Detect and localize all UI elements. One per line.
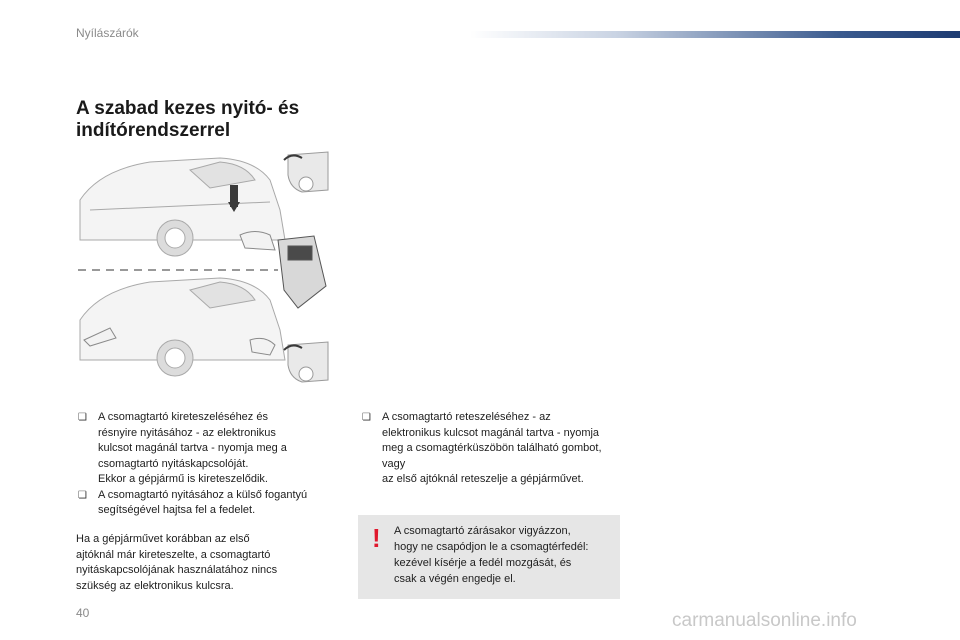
bullet-1-line-4: csomagtartó nyitáskapcsolóját. [98,457,249,470]
note-paragraph [76,532,346,594]
bullet-3-line-1: A csomagtartó reteszeléséhez - az [382,411,551,423]
warning-exclamation-icon: ! [372,523,381,553]
warning-line-1: A csomagtartó zárásakor vigyázzon, [394,525,571,537]
bullet-3-line-4: vagy [382,457,406,470]
bullet-1-line-5: Ekkor a gépjármű is kireteszelődik. [98,473,268,485]
car-illustration [70,140,340,400]
square-bullet-icon: ❏ [78,412,87,423]
warning-box [358,515,620,599]
square-bullet-icon: ❏ [362,412,371,423]
bullet-item-2 [78,488,348,519]
warning-line-4: csak a végén engedje el. [394,573,516,585]
header-gradient-bar [470,31,960,38]
bullet-1-line-3: kulcsot magánál tartva - nyomja meg a [98,442,287,454]
bullet-1-line-1: A csomagtartó kireteszeléséhez és [98,411,268,423]
bullet-item-1 [78,410,348,488]
warning-text [394,523,616,587]
title-line-2: indítórendszerrel [76,120,231,141]
bullet-3-line-5: az első ajtóknál reteszelje a gépjárművet. [382,473,584,485]
note-line-2: ajtóknál már kireteszelte, a csomagtartó [76,548,271,561]
car-side-top-right [288,152,328,192]
warning-line-2: hogy ne csapódjon le a csomagtérfedél: [394,541,589,553]
bullet-item-3 [362,410,630,488]
right-bullet-list [362,410,630,488]
note-line-3: nyitáskapcsolójának használatához nincs [76,564,278,576]
key-fob-icon [278,236,326,308]
bullet-2-line-2: segítségével hajtsa fel a fedelet. [98,504,256,516]
car-side-bottom-right [288,342,328,382]
car-bottom-drawing [80,278,285,376]
bullet-3-line-2: elektronikus kulcsot magánál tartva - nyomja [382,426,600,439]
square-bullet-icon: ❏ [78,489,87,501]
page-title [76,98,376,142]
watermark: carmanualsonline.info [672,610,857,631]
bullet-1-line-2: résnyire nyitásához - az elektronikus [98,426,276,439]
bullet-3-line-3: meg a csomagtérküszöbön található gombot, [382,442,602,454]
left-bullet-list [78,410,348,519]
title-line-1: A szabad kezes nyitó- és [76,98,300,119]
section-label: Nyílászárók [76,26,139,40]
note-line-1: Ha a gépjárművet korábban az első [76,533,250,545]
bullet-2-line-1: A csomagtartó nyitásához a külső fogantyú [98,488,308,501]
page-number: 40 [76,606,90,620]
warning-line-3: kezével kísérje a fedél mozgását, és [394,557,572,569]
note-line-4: szükség az elektronikus kulcsra. [76,579,234,592]
